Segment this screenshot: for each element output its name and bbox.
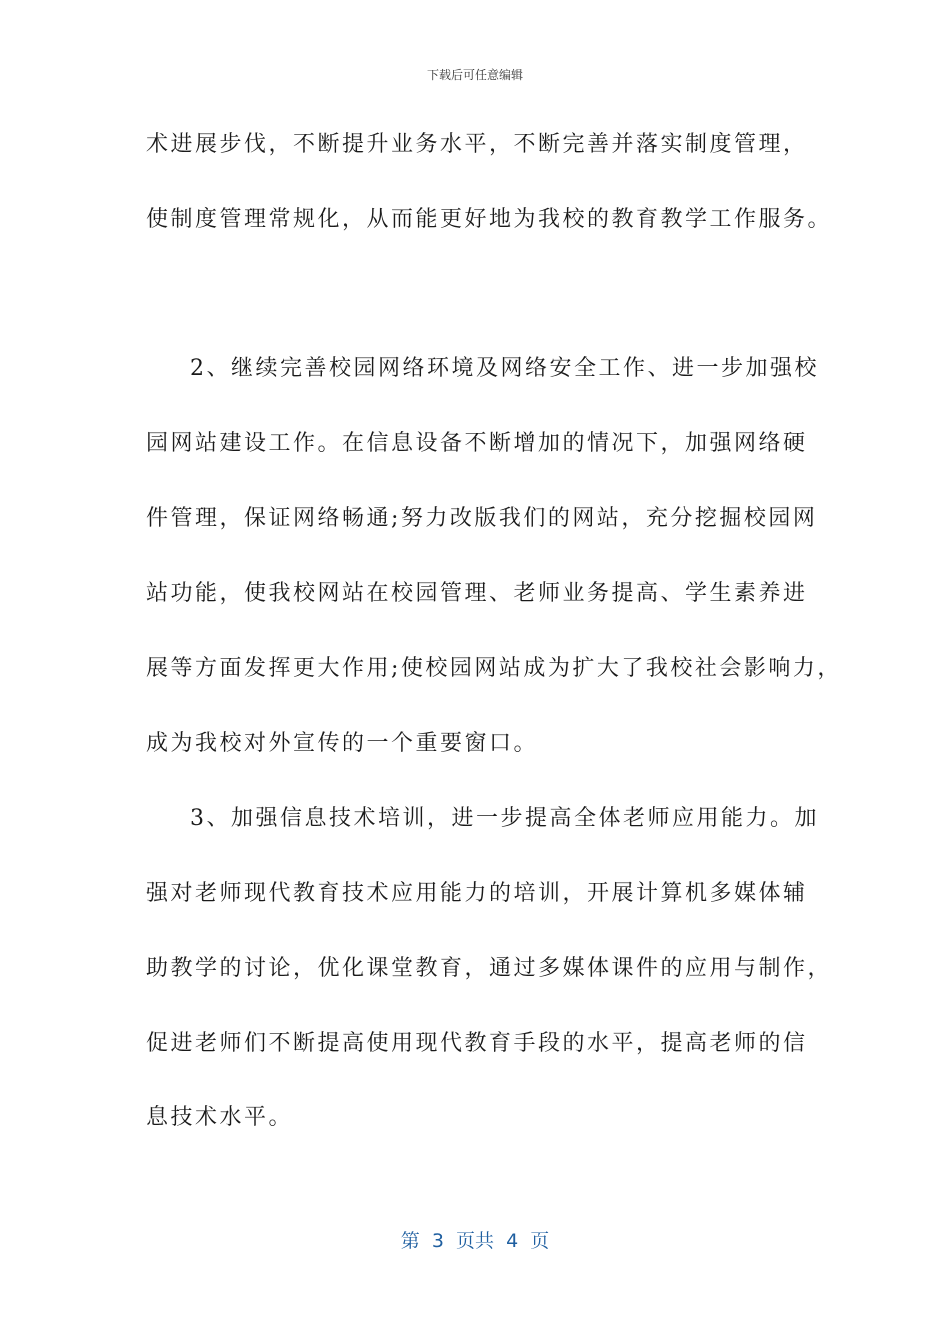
page-header: 下载后可任意编辑 — [426, 68, 523, 82]
text-line: 使制度管理常规化，从而能更好地为我校的教育教学工作服务。 — [146, 207, 833, 232]
text-line: 强对老师现代教育技术应用能力的培训，开展计算机多媒体辅 — [146, 881, 808, 906]
text-line: 展等方面发挥更大作用;使校园网站成为扩大了我校社会影响力， — [146, 656, 842, 681]
text-line: 助教学的讨论，优化课堂教育，通过多媒体课件的应用与制作， — [146, 956, 833, 981]
paragraph-2-first-line: 2、继续完善校园网络环境及网络安全工作、进一步加强校 — [190, 356, 819, 381]
paragraph-3-first-line: 3、加强信息技术培训，进一步提高全体老师应用能力。加 — [190, 806, 819, 831]
text-line: 站功能，使我校网站在校园管理、老师业务提高、学生素养进 — [146, 581, 808, 606]
text-line: 息技术水平。 — [146, 1105, 294, 1130]
text-line: 件管理，保证网络畅通;努力改版我们的网站，充分挖掘校园网 — [146, 506, 818, 531]
text-line: 术进展步伐，不断提升业务水平，不断完善并落实制度管理， — [146, 132, 808, 157]
page-number-footer: 第 3 页共 4 页 — [400, 1230, 550, 1252]
text-line: 促进老师们不断提高使用现代教育手段的水平，提高老师的信 — [146, 1031, 808, 1056]
text-line: 园网站建设工作。在信息设备不断增加的情况下，加强网络硬 — [146, 431, 808, 456]
text-line: 成为我校对外宣传的一个重要窗口。 — [146, 731, 539, 756]
